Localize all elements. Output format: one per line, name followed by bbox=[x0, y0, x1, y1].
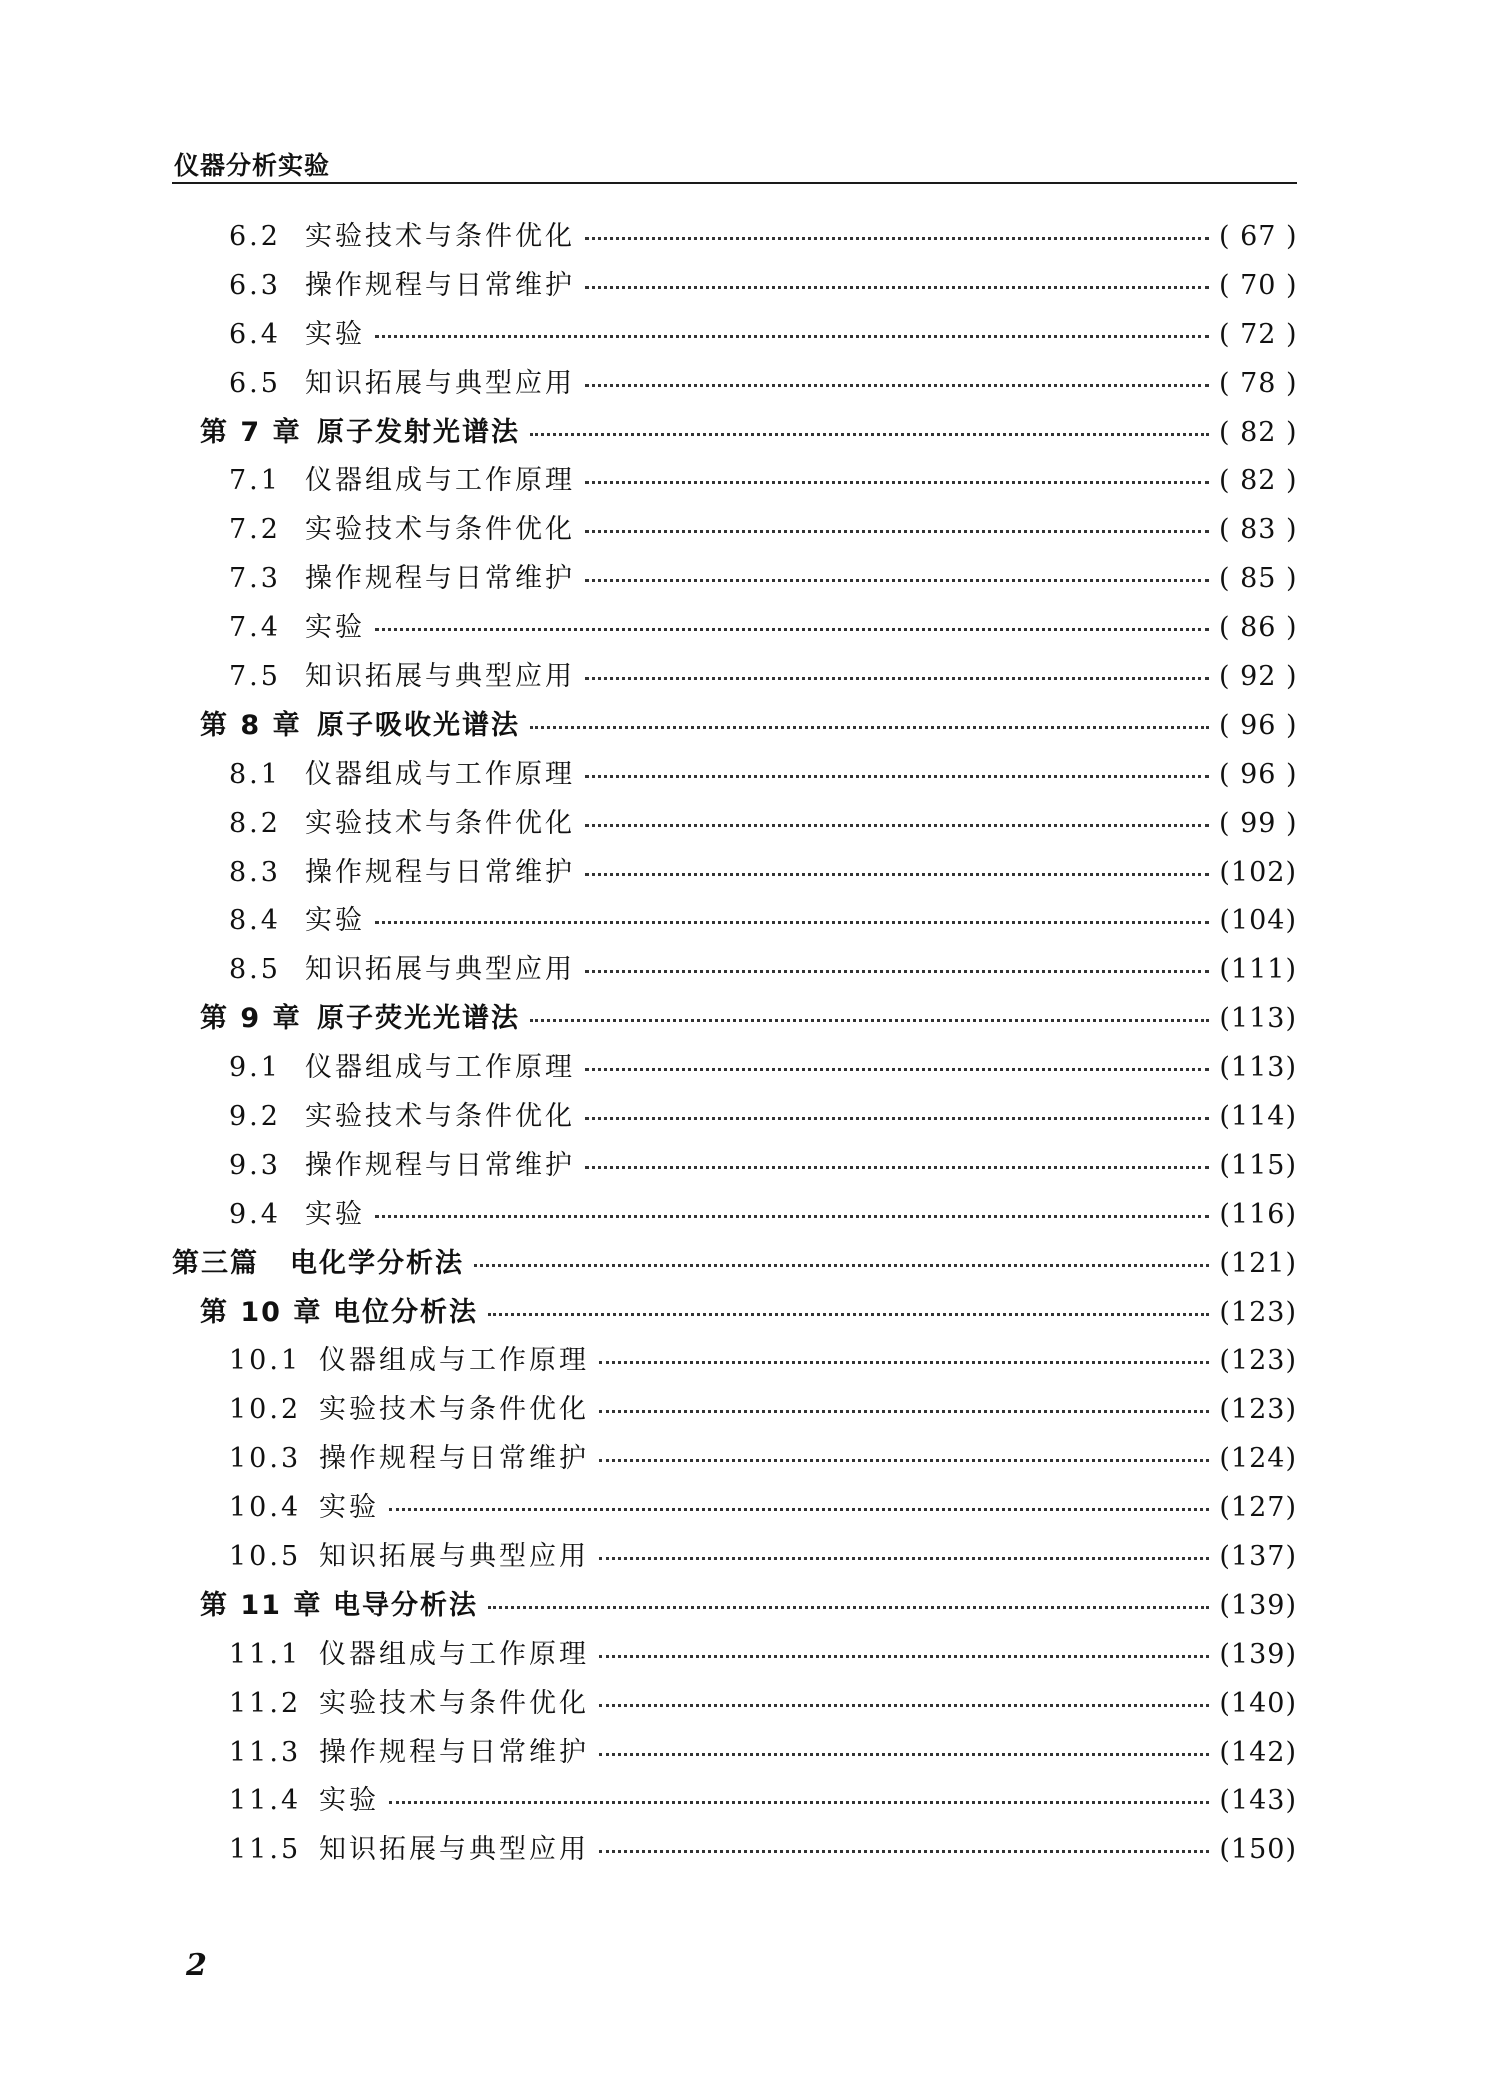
toc-entry-title: 知识拓展与典型应用 bbox=[305, 954, 575, 986]
dot-leader bbox=[389, 1801, 1209, 1804]
toc-entry-title: 实验技术与条件优化 bbox=[305, 807, 575, 839]
dot-leader bbox=[530, 726, 1209, 729]
toc-entry-page: ( 96 ) bbox=[1219, 758, 1298, 790]
toc-chapter-row[interactable] bbox=[172, 701, 1297, 750]
dot-leader bbox=[585, 237, 1209, 240]
running-header bbox=[172, 144, 1297, 184]
toc-entry-title: 知识拓展与典型应用 bbox=[319, 1834, 589, 1866]
toc-entry-number: 第 11 章 bbox=[200, 1589, 323, 1621]
toc-entry-title: 知识拓展与典型应用 bbox=[305, 367, 575, 399]
toc-section-row[interactable] bbox=[172, 1728, 1297, 1777]
toc-entry-page: (113) bbox=[1219, 1052, 1297, 1084]
toc-section-row[interactable] bbox=[172, 603, 1297, 652]
toc-entry-title: 知识拓展与典型应用 bbox=[305, 660, 575, 692]
page-number: 2 bbox=[186, 1948, 207, 1983]
toc-section-row[interactable] bbox=[172, 1434, 1297, 1483]
toc-entry-number: 第三篇 bbox=[172, 1247, 259, 1279]
dot-leader bbox=[599, 1557, 1209, 1560]
dot-leader bbox=[585, 579, 1209, 582]
toc-entry-number: 10.5 bbox=[229, 1540, 302, 1572]
toc-section-row[interactable] bbox=[172, 945, 1297, 994]
toc-section-row[interactable] bbox=[172, 1190, 1297, 1239]
toc-entry-title: 知识拓展与典型应用 bbox=[319, 1540, 589, 1572]
toc-entry-page: ( 72 ) bbox=[1219, 318, 1298, 350]
dot-leader bbox=[585, 384, 1209, 387]
toc-entry-page: (113) bbox=[1219, 1003, 1297, 1035]
toc-section-row[interactable] bbox=[172, 896, 1297, 945]
dot-leader bbox=[585, 970, 1209, 973]
toc-entry-page: ( 82 ) bbox=[1219, 416, 1298, 448]
toc-entry-title: 实验 bbox=[305, 612, 365, 644]
toc-section-row[interactable] bbox=[172, 1679, 1297, 1728]
toc-section-row[interactable] bbox=[172, 1141, 1297, 1190]
toc-entry-number: 9.1 bbox=[229, 1052, 281, 1084]
toc-section-row[interactable] bbox=[172, 799, 1297, 848]
toc-entry-number: 9.2 bbox=[229, 1100, 281, 1132]
toc-entry-title: 实验技术与条件优化 bbox=[305, 514, 575, 546]
toc-section-row[interactable] bbox=[172, 1336, 1297, 1385]
toc-entry-title: 仪器组成与工作原理 bbox=[305, 465, 575, 497]
toc-section-row[interactable] bbox=[172, 1043, 1297, 1092]
toc-entry-number: 7.3 bbox=[229, 563, 281, 595]
dot-leader bbox=[375, 1215, 1209, 1218]
toc-entry-title: 操作规程与日常维护 bbox=[319, 1443, 589, 1475]
toc-entry-title: 实验 bbox=[305, 905, 365, 937]
toc-entry-number: 11.5 bbox=[229, 1834, 302, 1866]
dot-leader bbox=[375, 628, 1209, 631]
toc-section-row[interactable] bbox=[172, 1825, 1297, 1874]
toc-entry-number: 第 8 章 bbox=[200, 709, 302, 741]
dot-leader bbox=[488, 1313, 1209, 1316]
toc-entry-page: (123) bbox=[1219, 1394, 1297, 1426]
toc-entry-number: 11.1 bbox=[229, 1638, 302, 1670]
toc-entry-number: 6.4 bbox=[229, 318, 281, 350]
toc-section-row[interactable] bbox=[172, 1385, 1297, 1434]
dot-leader bbox=[585, 824, 1209, 827]
toc-entry-number: 11.4 bbox=[229, 1785, 302, 1817]
toc-entry-page: ( 96 ) bbox=[1219, 709, 1298, 741]
toc-entry-title: 实验 bbox=[319, 1492, 379, 1524]
toc-entry-page: ( 92 ) bbox=[1219, 660, 1298, 692]
dot-leader bbox=[585, 286, 1209, 289]
toc-entry-page: ( 78 ) bbox=[1219, 367, 1298, 399]
toc-entry-page: ( 86 ) bbox=[1219, 612, 1298, 644]
dot-leader bbox=[585, 1117, 1209, 1120]
toc-entry-page: (127) bbox=[1219, 1492, 1297, 1524]
toc-chapter-row[interactable] bbox=[172, 1581, 1297, 1630]
toc-entry-title: 仪器组成与工作原理 bbox=[305, 758, 575, 790]
toc-entry-title: 电化学分析法 bbox=[290, 1247, 464, 1279]
toc-entry-title: 操作规程与日常维护 bbox=[319, 1736, 589, 1768]
toc-entry-number: 11.3 bbox=[229, 1736, 302, 1768]
toc-entry-number: 10.1 bbox=[229, 1345, 302, 1377]
toc-entry-number: 10.2 bbox=[229, 1394, 302, 1426]
toc-entry-number: 11.2 bbox=[229, 1687, 302, 1719]
toc-section-row[interactable] bbox=[172, 1630, 1297, 1679]
toc-entry-title: 操作规程与日常维护 bbox=[305, 269, 575, 301]
toc-section-row[interactable] bbox=[172, 1483, 1297, 1532]
toc-entry-title: 仪器组成与工作原理 bbox=[319, 1638, 589, 1670]
toc-entry-page: (143) bbox=[1219, 1785, 1297, 1817]
toc-entry-title: 操作规程与日常维护 bbox=[305, 856, 575, 888]
dot-leader bbox=[375, 921, 1209, 924]
toc-section-row[interactable] bbox=[172, 505, 1297, 554]
dot-leader bbox=[599, 1753, 1209, 1756]
toc-section-row[interactable] bbox=[172, 848, 1297, 897]
toc-entry-number: 8.3 bbox=[229, 856, 281, 888]
toc-entry-page: (116) bbox=[1219, 1198, 1297, 1230]
toc-entry-number: 10.3 bbox=[229, 1443, 302, 1475]
toc-part-row[interactable] bbox=[172, 1239, 1297, 1288]
toc-entry-title: 电导分析法 bbox=[333, 1589, 478, 1621]
toc-entry-number: 7.4 bbox=[229, 612, 281, 644]
toc-entry-title: 操作规程与日常维护 bbox=[305, 1149, 575, 1181]
toc-entry-page: ( 67 ) bbox=[1219, 220, 1298, 252]
toc-entry-page: (111) bbox=[1219, 954, 1297, 986]
toc-entry-title: 原子荧光光谱法 bbox=[317, 1003, 520, 1035]
toc-section-row[interactable] bbox=[172, 359, 1297, 408]
table-of-contents bbox=[172, 212, 1297, 1874]
toc-entry-page: ( 83 ) bbox=[1219, 514, 1298, 546]
toc-section-row[interactable] bbox=[172, 652, 1297, 701]
dot-leader bbox=[599, 1850, 1209, 1853]
dot-leader bbox=[530, 433, 1209, 436]
toc-section-row[interactable] bbox=[172, 261, 1297, 310]
dot-leader bbox=[599, 1655, 1209, 1658]
dot-leader bbox=[599, 1704, 1209, 1707]
toc-entry-title: 实验技术与条件优化 bbox=[319, 1687, 589, 1719]
dot-leader bbox=[599, 1459, 1209, 1462]
toc-entry-page: ( 82 ) bbox=[1219, 465, 1298, 497]
toc-entry-page: (123) bbox=[1219, 1296, 1297, 1328]
dot-leader bbox=[474, 1264, 1209, 1267]
toc-entry-page: (124) bbox=[1219, 1443, 1297, 1475]
toc-entry-page: (114) bbox=[1219, 1100, 1297, 1132]
toc-entry-number: 7.1 bbox=[229, 465, 281, 497]
toc-entry-page: (123) bbox=[1219, 1345, 1297, 1377]
toc-entry-page: (121) bbox=[1219, 1247, 1297, 1279]
dot-leader bbox=[375, 335, 1209, 338]
toc-entry-number: 8.4 bbox=[229, 905, 281, 937]
toc-entry-number: 8.1 bbox=[229, 758, 281, 790]
toc-entry-page: (102) bbox=[1219, 856, 1297, 888]
toc-entry-number: 第 10 章 bbox=[200, 1296, 323, 1328]
toc-chapter-row[interactable] bbox=[172, 1288, 1297, 1337]
toc-entry-page: ( 70 ) bbox=[1219, 269, 1298, 301]
dot-leader bbox=[585, 1166, 1209, 1169]
toc-entry-number: 9.4 bbox=[229, 1198, 281, 1230]
toc-entry-title: 实验 bbox=[319, 1785, 379, 1817]
toc-section-row[interactable] bbox=[172, 1092, 1297, 1141]
toc-entry-page: (142) bbox=[1219, 1736, 1297, 1768]
toc-section-row[interactable] bbox=[172, 456, 1297, 505]
toc-section-row[interactable] bbox=[172, 1777, 1297, 1826]
dot-leader bbox=[599, 1361, 1209, 1364]
toc-entry-number: 第 7 章 bbox=[200, 416, 302, 448]
toc-entry-number: 8.2 bbox=[229, 807, 281, 839]
dot-leader bbox=[585, 481, 1209, 484]
toc-entry-number: 6.5 bbox=[229, 367, 281, 399]
toc-entry-number: 9.3 bbox=[229, 1149, 281, 1181]
dot-leader bbox=[585, 530, 1209, 533]
toc-entry-title: 原子发射光谱法 bbox=[317, 416, 520, 448]
toc-entry-number: 6.3 bbox=[229, 269, 281, 301]
toc-entry-title: 实验 bbox=[305, 1198, 365, 1230]
dot-leader bbox=[585, 873, 1209, 876]
toc-entry-page: (139) bbox=[1219, 1589, 1297, 1621]
toc-entry-title: 仪器组成与工作原理 bbox=[305, 1052, 575, 1084]
toc-entry-title: 实验技术与条件优化 bbox=[305, 220, 575, 252]
toc-entry-title: 实验 bbox=[305, 318, 365, 350]
dot-leader bbox=[585, 775, 1209, 778]
toc-chapter-row[interactable] bbox=[172, 994, 1297, 1043]
toc-entry-page: ( 99 ) bbox=[1219, 807, 1298, 839]
toc-section-row[interactable] bbox=[172, 212, 1297, 261]
dot-leader bbox=[585, 1068, 1209, 1071]
toc-entry-title: 实验技术与条件优化 bbox=[305, 1100, 575, 1132]
toc-entry-page: (150) bbox=[1219, 1834, 1297, 1866]
toc-entry-number: 8.5 bbox=[229, 954, 281, 986]
toc-section-row[interactable] bbox=[172, 1532, 1297, 1581]
dot-leader bbox=[530, 1019, 1209, 1022]
toc-entry-page: (115) bbox=[1219, 1149, 1297, 1181]
book-title: 仪器分析实验 bbox=[174, 151, 331, 180]
toc-entry-title: 实验技术与条件优化 bbox=[319, 1394, 589, 1426]
toc-entry-page: (104) bbox=[1219, 905, 1297, 937]
toc-section-row[interactable] bbox=[172, 310, 1297, 359]
toc-entry-title: 电位分析法 bbox=[333, 1296, 478, 1328]
dot-leader bbox=[488, 1606, 1209, 1609]
toc-entry-number: 10.4 bbox=[229, 1492, 302, 1524]
toc-section-row[interactable] bbox=[172, 554, 1297, 603]
toc-entry-page: (139) bbox=[1219, 1638, 1297, 1670]
toc-entry-title: 操作规程与日常维护 bbox=[305, 563, 575, 595]
toc-entry-number: 7.2 bbox=[229, 514, 281, 546]
toc-entry-number: 7.5 bbox=[229, 660, 281, 692]
toc-entry-title: 仪器组成与工作原理 bbox=[319, 1345, 589, 1377]
dot-leader bbox=[585, 677, 1209, 680]
toc-entry-title: 原子吸收光谱法 bbox=[317, 709, 520, 741]
toc-chapter-row[interactable] bbox=[172, 408, 1297, 457]
dot-leader bbox=[599, 1410, 1209, 1413]
toc-entry-page: (137) bbox=[1219, 1540, 1297, 1572]
toc-entry-page: ( 85 ) bbox=[1219, 563, 1298, 595]
toc-section-row[interactable] bbox=[172, 750, 1297, 799]
toc-entry-number: 第 9 章 bbox=[200, 1003, 302, 1035]
toc-entry-number: 6.2 bbox=[229, 220, 281, 252]
dot-leader bbox=[389, 1508, 1209, 1511]
toc-entry-page: (140) bbox=[1219, 1687, 1297, 1719]
